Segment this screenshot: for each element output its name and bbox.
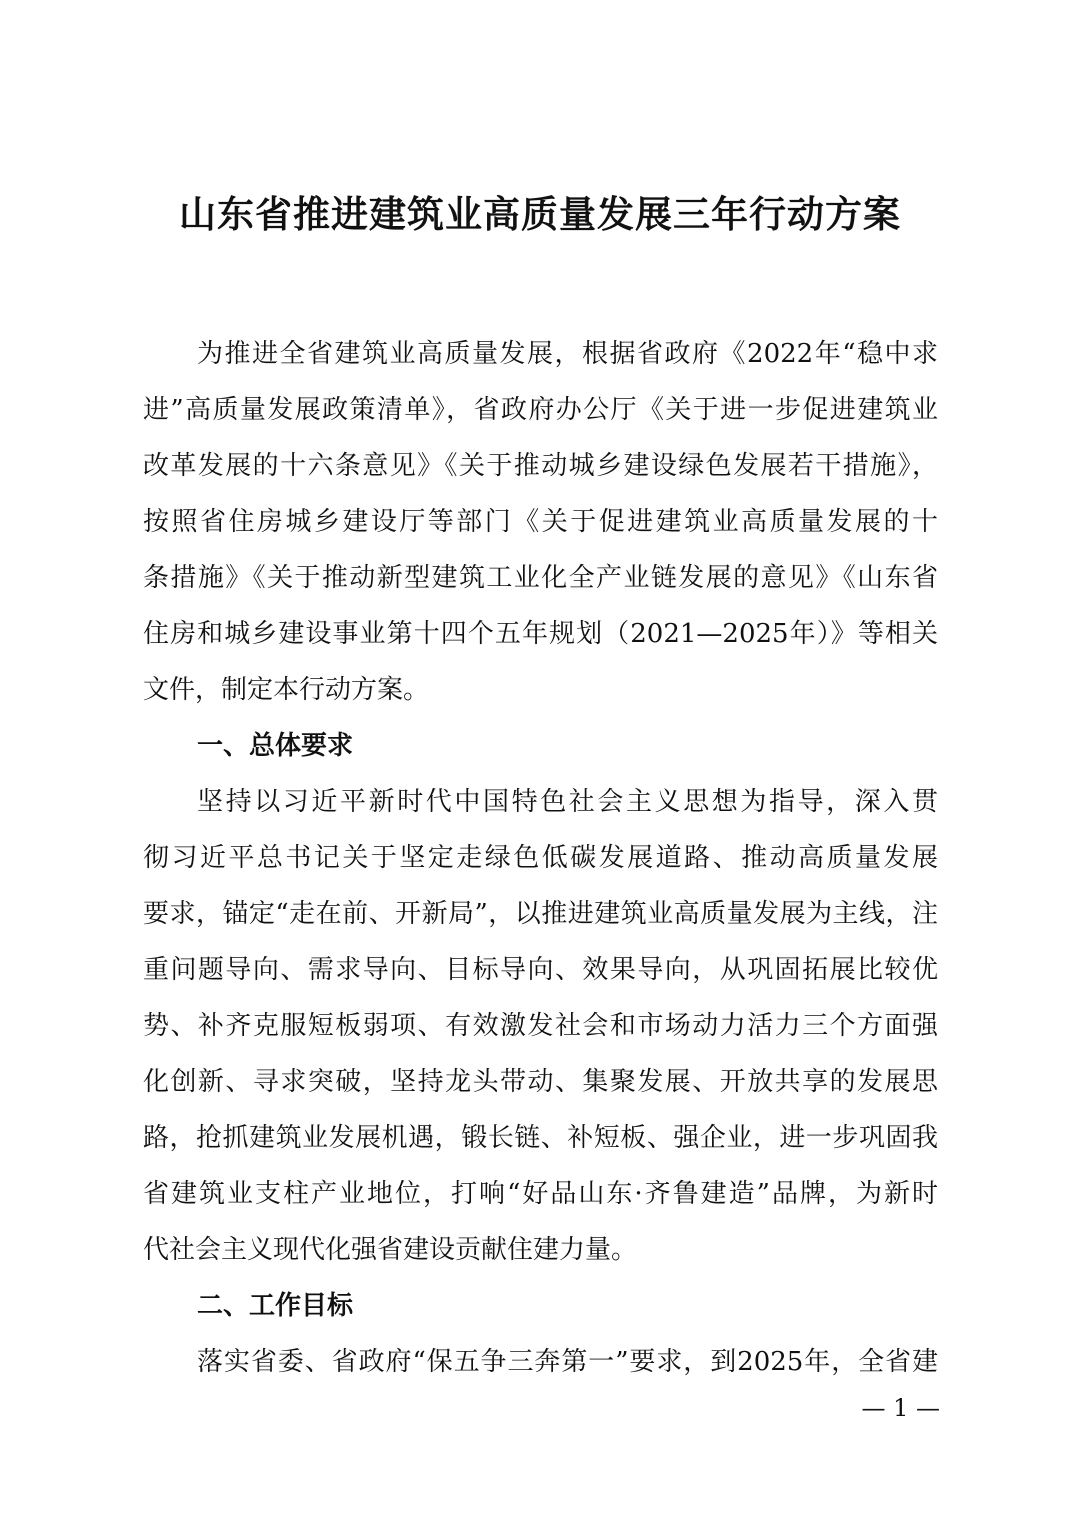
intro-line-5: 条措施》《关于推动新型建筑工业化全产业链发展的意见》《山东省	[143, 563, 938, 593]
page-number: — 1 —	[861, 1394, 940, 1422]
section1-line-2: 彻习近平总书记关于坚定走绿色低碳发展道路、推动高质量发展	[143, 843, 938, 873]
intro-line-6: 住房和城乡建设事业第十四个五年规划（2021—2025年）》等相关	[143, 619, 938, 649]
section1-line-7: 路，抢抓建筑业发展机遇，锻长链、补短板、强企业，进一步巩固我	[143, 1123, 938, 1153]
section2-line-1: 落实省委、省政府“保五争三奔第一”要求，到2025年，全省建	[197, 1347, 938, 1377]
section1-line-9: 代社会主义现代化强省建设贡献住建力量。	[143, 1235, 638, 1265]
section-heading-work-goals: 二、工作目标	[197, 1291, 354, 1321]
intro-line-2: 进”高质量发展政策清单》，省政府办公厅《关于进一步促进建筑业	[143, 395, 938, 425]
section-heading-overall-requirements: 一、总体要求	[197, 731, 354, 761]
section1-line-5: 势、补齐克服短板弱项、有效激发社会和市场动力活力三个方面强	[143, 1011, 938, 1041]
document-title: 山东省推进建筑业高质量发展三年行动方案	[179, 192, 901, 236]
section1-line-1: 坚持以习近平新时代中国特色社会主义思想为指导，深入贯	[197, 787, 938, 817]
section1-line-8: 省建筑业支柱产业地位，打响“好品山东·齐鲁建造”品牌，为新时	[143, 1179, 938, 1209]
section1-line-3: 要求，锚定“走在前、开新局”，以推进建筑业高质量发展为主线，注	[143, 899, 938, 929]
intro-line-1: 为推进全省建筑业高质量发展，根据省政府《2022年“稳中求	[197, 339, 938, 369]
intro-line-3: 改革发展的十六条意见》《关于推动城乡建设绿色发展若干措施》，	[143, 451, 938, 481]
intro-line-4: 按照省住房城乡建设厅等部门《关于促进建筑业高质量发展的十	[143, 507, 938, 537]
section1-line-4: 重问题导向、需求导向、目标导向、效果导向，从巩固拓展比较优	[143, 955, 938, 985]
section1-line-6: 化创新、寻求突破，坚持龙头带动、集聚发展、开放共享的发展思	[143, 1067, 938, 1097]
intro-line-7: 文件，制定本行动方案。	[143, 675, 430, 705]
